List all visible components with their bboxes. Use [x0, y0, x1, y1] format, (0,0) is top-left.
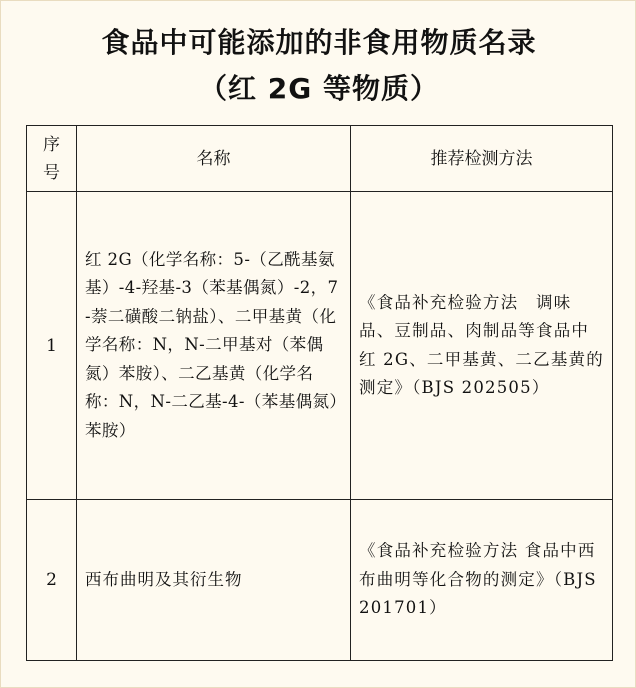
table-row	[27, 500, 613, 661]
row-index: 2	[27, 500, 77, 661]
table-header-row	[27, 126, 613, 192]
row-method-cell	[351, 192, 613, 500]
row-name-cell	[77, 192, 351, 500]
header-name: 名称	[77, 126, 351, 192]
row-name: 红 2G（化学名称：5-（乙酰基氨基）-4-羟基-3（苯基偶氮）-2，7-萘二磺酸二钠盐）、二甲基黄（化学名称：N，N-二甲基对（苯偶氮）苯胺）、二乙基黄（化学名称：N，N-二乙基-4-（苯基偶氮）苯胺）	[85, 249, 339, 440]
row-method-cell	[351, 500, 613, 661]
header-method: 推荐检测方法	[351, 126, 613, 192]
document-title: 食品中可能添加的非食用物质名录	[101, 26, 537, 59]
row-method: 《食品补充检验方法 食品中西布曲明等化合物的测定》（BJS 201701）	[359, 541, 597, 618]
substance-table	[26, 125, 613, 661]
row-index: 1	[27, 192, 77, 500]
row-name: 西布曲明及其衍生物	[85, 569, 243, 589]
table-row	[27, 192, 613, 500]
document-subtitle: （红 2G 等物质）	[199, 72, 439, 105]
row-name-cell	[77, 500, 351, 661]
header-index-label: 序号	[43, 134, 60, 183]
header-index	[27, 126, 77, 192]
row-method: 《食品补充检验方法 调味品、豆制品、肉制品等食品中红 2G、二甲基黄、二乙基黄的测定》（BJS 202505）	[359, 292, 604, 397]
